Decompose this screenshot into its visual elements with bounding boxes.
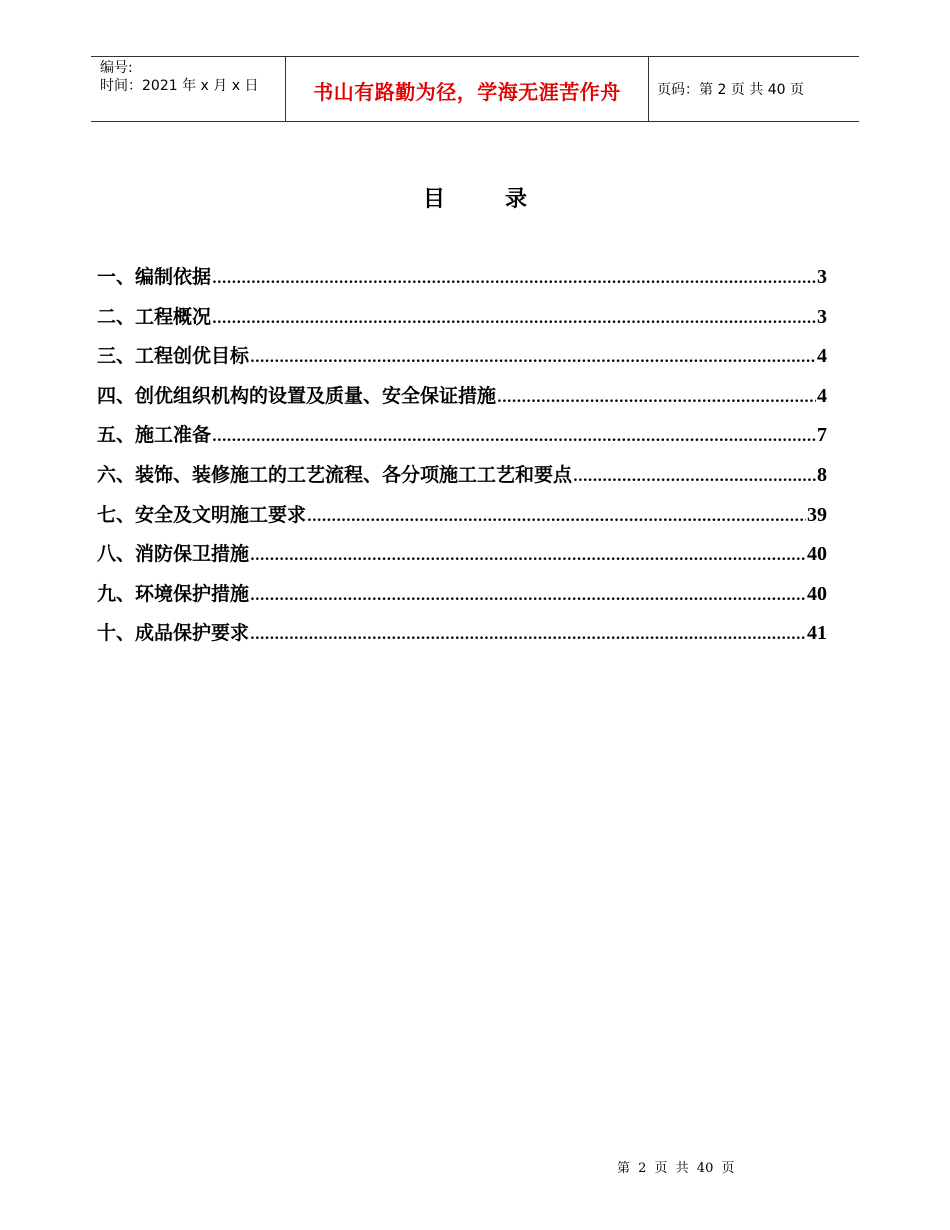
header-page-info: 页码：第 2 页 共 40 页 (657, 82, 804, 98)
toc-leader-dots (212, 271, 816, 287)
toc-title-right: 录 (505, 186, 528, 212)
toc-leader-dots (250, 627, 806, 643)
toc-list (97, 262, 827, 658)
toc-entry[interactable] (97, 539, 827, 579)
header-time-label: 时间：2021 年 x 月 x 日 (100, 78, 259, 94)
toc-entry[interactable] (97, 420, 827, 460)
toc-entry-label: 九、环境保护措施 (97, 582, 250, 605)
toc-entry-label: 二、工程概况 (97, 305, 212, 328)
toc-entry[interactable] (97, 302, 827, 342)
header-code-label: 编号: (100, 60, 133, 76)
toc-entry[interactable] (97, 262, 827, 302)
toc-entry[interactable] (97, 341, 827, 381)
toc-entry-label: 六、装饰、装修施工的工艺流程、各分项施工工艺和要点 (97, 463, 573, 486)
toc-leader-dots (250, 548, 806, 564)
header-motto: 书山有路勤为径，学海无涯苦作舟 (313, 79, 621, 104)
toc-leader-dots (250, 350, 816, 366)
toc-leader-dots (250, 588, 806, 604)
page-footer: 第 2 页 共 40 页 (617, 1161, 735, 1176)
toc-leader-dots (212, 429, 816, 445)
toc-entry-page: 3 (817, 266, 827, 288)
toc-entry-page: 4 (817, 384, 827, 407)
toc-entry-label: 一、编制依据 (97, 266, 212, 288)
toc-entry-label: 八、消防保卫措施 (97, 543, 250, 566)
toc-title-left: 目 (422, 186, 445, 212)
toc-title (0, 182, 950, 213)
toc-leader-dots (497, 390, 816, 406)
toc-entry-label: 三、工程创优目标 (97, 345, 250, 368)
toc-leader-dots (212, 311, 816, 327)
toc-entry-page: 41 (807, 622, 827, 645)
toc-entry[interactable] (97, 460, 827, 500)
header-page-cell (649, 57, 859, 121)
toc-entry-page: 40 (807, 543, 827, 566)
toc-entry-label: 四、创优组织机构的设置及质量、安全保证措施 (97, 384, 497, 407)
toc-entry-page: 7 (817, 424, 827, 447)
toc-entry[interactable] (97, 381, 827, 421)
toc-entry-page: 4 (817, 345, 827, 368)
toc-entry-label: 十、成品保护要求 (97, 622, 250, 645)
header-meta (91, 57, 286, 121)
toc-entry[interactable] (97, 500, 827, 540)
toc-entry-page: 3 (817, 305, 827, 328)
toc-leader-dots (307, 509, 806, 525)
header-motto-cell (286, 57, 649, 121)
toc-entry-page: 40 (807, 582, 827, 605)
toc-entry-page: 8 (817, 463, 827, 486)
toc-entry-label: 七、安全及文明施工要求 (97, 503, 307, 526)
toc-leader-dots (573, 469, 816, 485)
toc-entry-page: 39 (807, 503, 827, 526)
toc-entry[interactable] (97, 579, 827, 619)
toc-entry-label: 五、施工准备 (97, 424, 212, 447)
toc-entry[interactable] (97, 618, 827, 658)
page-header (91, 56, 859, 122)
